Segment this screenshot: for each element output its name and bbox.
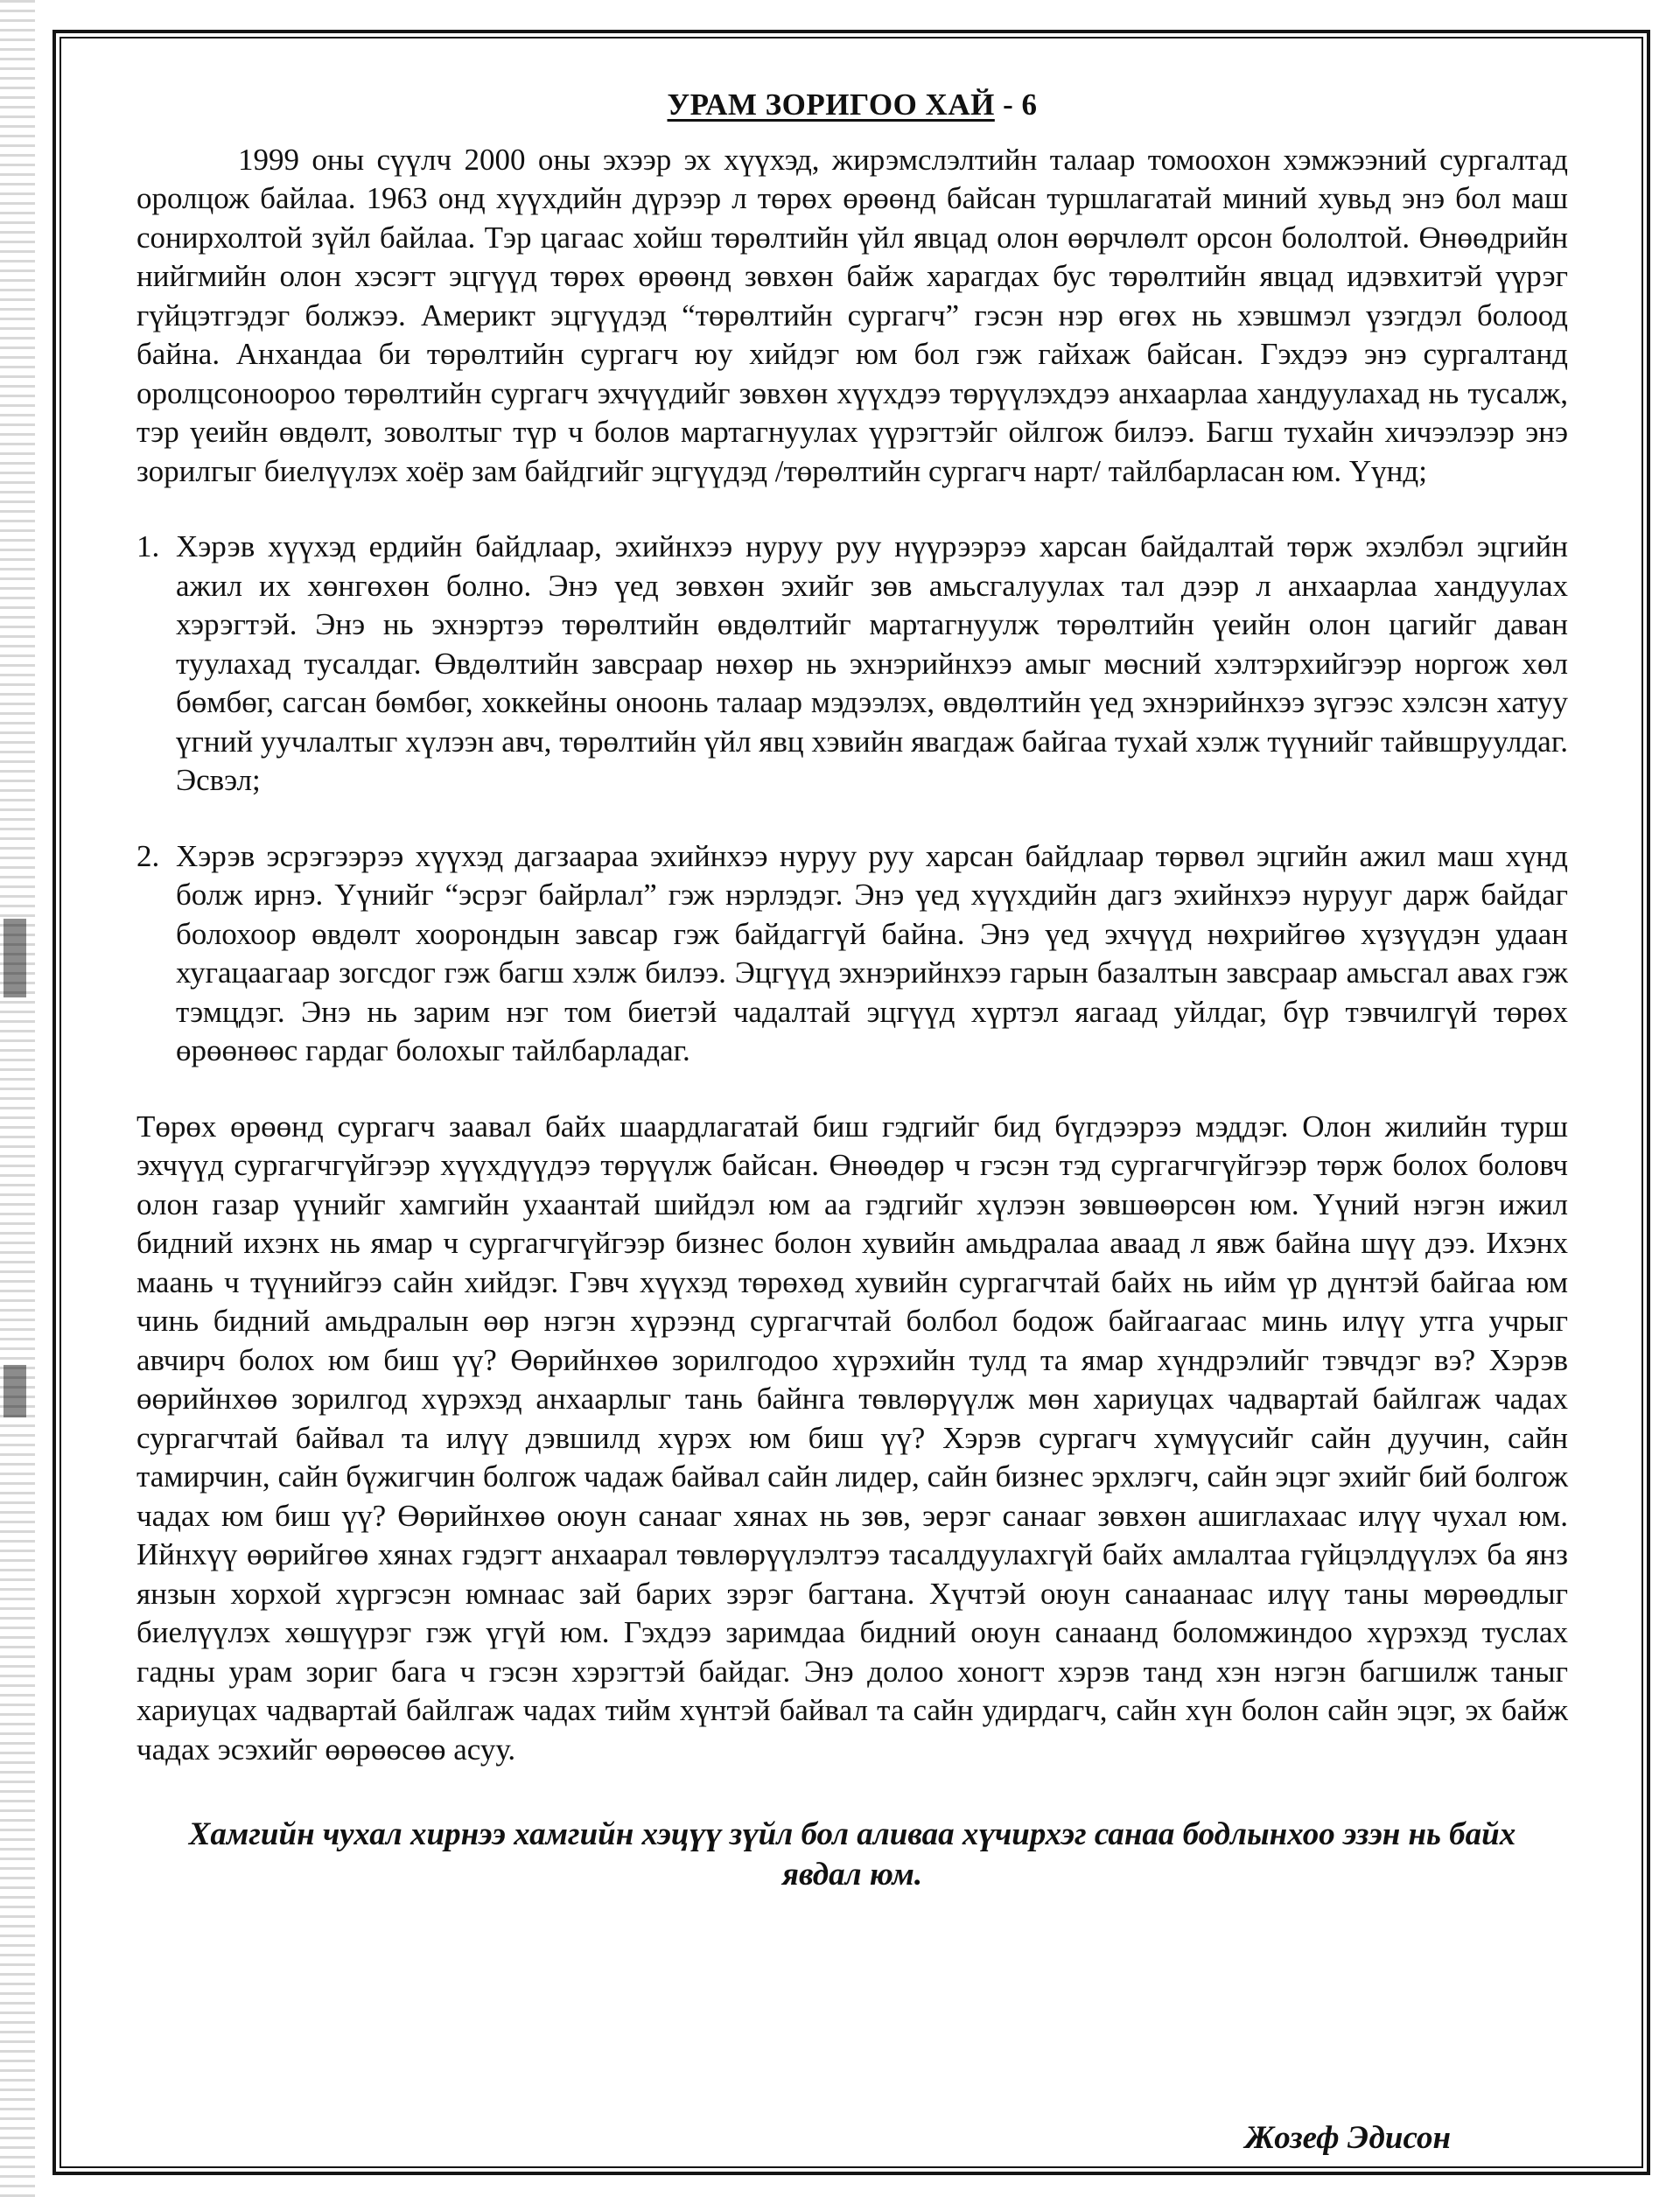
list-item-text: Хэрэв хүүхэд ердийн байдлаар, эхийнхээ нуруу руу нүүрээрээ харсан байдалтай төрж эхэлбэл эцгийн ажил их хөнгөхөн болно. Энэ үед зөвхөн эхийг зөв амьсгалуулах тал дээр л анхаарлаа хандуулах хэрэгтэй. Энэ нь эхнэртээ төрөлтийн өвдөлтийг мартагнуулж төрөлтийн үеийн олон цагийг даван туулахад тусалдаг. Өвдөлтийн завсраар нөхөр нь эхнэрийнхээ амыг мөсний хэлтэрхийгээр норгож хөл бөмбөг, сагсан бөмбөг, хоккейны оноонь талаар мэдээлэх, өвдөлтийн үед эхнэрийнхээ зүгээс хэлсэн хатуу үгний уучлалтыг хүлээн авч, төрөлтийн үйл явц хэвийн явагдаж байгаа тухай хэлж түүнийг тайвшруулдаг. Эсвэл; bbox=[176, 529, 1568, 797]
list-item-text: Хэрэв эсрэгээрээ хүүхэд дагзаараа эхийнхээ нуруу руу харсан байдлаар төрвөл эцгийн ажил маш хүнд болж ирнэ. Үүнийг “эсрэг байрлал” гэж нэрлэдэг. Энэ үед хүүхдийн дагз эхийнхээ нурууг дарж байдаг болохоор өвдөлт хоорондын завсар гэж байдаггүй байна. Энэ үед эхчүүд нөхрийгөө хүзүүдэн удаан хугацаагаар зогсдог гэж багш хэлж билээ. Эцгүүд эхнэрийнхээ гарын базалтын завсраар амьсгал авах гэж тэмцдэг. Энэ нь зарим нэг том биетэй чадалтай эцгүүд хүртэл яагаад уйлдаг, бүр тэвчилгүй төрөх өрөөнөөс гардаг болохыг тайлбарладаг. bbox=[176, 838, 1568, 1067]
closing-paragraph: Төрөх өрөөнд сургагч заавал байх шаардлагатай биш гэдгийг бид бүгдээрээ мэддэг. Олон жилийн турш эхчүүд сургагчгүйгээр хүүхдүүдээ төрүүлж байсан. Өнөөдөр ч гэсэн тэд сургагчгүйгээр төрж болох боловч олон газар үүнийг хамгийн ухаантай шийдэл юм аа гэдгийг хүлээн зөвшөөрсөн юм. Үүний нэгэн ижил бидний ихэнх нь ямар ч сургагчгүйгээр бизнес болон хувийн амьдралаа аваад л явж байна шүү дээ. Ихэнх маань ч түүнийгээ сайн хийдэг. Гэвч хүүхэд төрөхөд хувийн сургагчтай байх нь ийм үр дүнтэй байгаа юм чинь бидний амьдралын өөр нэгэн хүрээнд сургагчтай болбол бодож байгаагаас минь илүү утга учрыг авчирч болох юм биш үү? Өөрийнхөө зорилгодоо хүрэхийн тулд та ямар хүндрэлийг тэвчдэг вэ? Хэрэв өөрийнхөө зорилгод хүрэхэд анхаарлыг тань байнга төвлөрүүлж мөн хариуцах чадвартай байлгаж чадах сургагчтай байвал та илүү дэвшилд хүрэх юм биш үү? Хэрэв сургагч хүмүүсийг сайн дуучин, сайн тамирчин, сайн бүжигчин болгож чадаж байвал сайн лидер, сайн бизнес эрхлэгч, сайн эцэг эхийг бий болгож чадах юм биш үү? Өөрийнхөө оюун санааг хянах нь зөв, эерэг санааг зөвхөн ашиглахаас илүү чухал юм. Ийнхүү өөрийгөө хянах гэдэгт анхаарал төвлөрүүлэлтээ тасалдуулахгүй байх амлалтаа гүйцэлдүүлэх ба янз янзын хорхой хүргэсэн юмнаас зай барих зэрэг багтана. Хүчтэй оюун санаанаас илүү таны мөрөөдлыг биелүүлэх хөшүүрэг гэж үгүй юм. Гэхдээ заримдаа бидний оюун санаанд боломжиндоо хүрэхэд туслах гадны урам зориг бага ч гэсэн хэрэгтэй байдаг. Энэ долоо хоногт хэрэв танд хэн нэгэн багшилж таныг хариуцах чадвартай байлгаж чадах тийм хүнтэй байвал та сайн удирдагч, сайн хүн болон сайн эцэг, эх байж чадах эсэхийг өөрөөсөө асуу. bbox=[136, 1109, 1568, 1767]
numbered-list bbox=[136, 528, 1568, 1071]
page-title bbox=[136, 86, 1568, 125]
scan-blot bbox=[4, 1365, 26, 1417]
intro-paragraph: 1999 оны сүүлч 2000 оны эхээр эх хүүхэд, жирэмслэлтийн талаар томоохон хэмжээний сургалтад оролцож байлаа. 1963 онд хүүхдийн дүрээр л төрөх өрөөнд байсан туршлагатай миний хувьд энэ бол маш сонирхолтой зүйл байлаа. Тэр цагаас хойш төрөлтийн үйл явцад олон өөрчлөлт орсон бололтой. Өнөөдрийн нийгмийн олон хэсэгт эцгүүд төрөх өрөөнд зөвхөн байж харагдах бус төрөлтийн явцад идэвхитэй үүрэг гүйцэтгэдэг болжээ. Америкт эцгүүдэд “төрөлтийн сургагч” гэсэн нэр өгөх нь хэвшмэл үзэгдэл болоод байна. Анхандаа би төрөлтийн сургагч юу хийдэг юм бол гэж гайхаж байсан. Гэхдээ энэ сургалтанд оролцсоноороо төрөлтийн сургагч эхчүүдийг зөвхөн хүүхдээ төрүүлэхдээ анхаарлаа хандуулахад нь тусалж, тэр үеийн өвдөлт, зоволтыг түр ч болов мартагнуулах үүрэгтэйг ойлгож билээ. Багш тухайн хичээлээр энэ зорилгыг биелүүлэх хоёр зам байдгийг эцгүүдэд /төрөлтийн сургагч нарт/ тайлбарласан юм. Үүнд; bbox=[136, 142, 1568, 488]
list-item-number: 2. bbox=[136, 838, 160, 873]
list-item bbox=[136, 528, 1568, 801]
title-suffix: - 6 bbox=[994, 87, 1038, 122]
document-body bbox=[136, 86, 1568, 1895]
list-item-number: 1. bbox=[136, 529, 160, 563]
list-item bbox=[136, 837, 1568, 1071]
title-main: УРАМ ЗОРИГОО ХАЙ bbox=[667, 87, 995, 122]
author-signature: Жозеф Эдисон bbox=[1244, 2120, 1451, 2156]
scan-blot bbox=[4, 919, 26, 997]
scan-noise-strip bbox=[0, 0, 35, 2197]
quote: Хамгийн чухал хирнээ хамгийн хэцүү зүйл бол аливаа хүчирхэг санаа бодлынхоо эзэн нь байх явдал юм. bbox=[188, 1816, 1516, 1893]
